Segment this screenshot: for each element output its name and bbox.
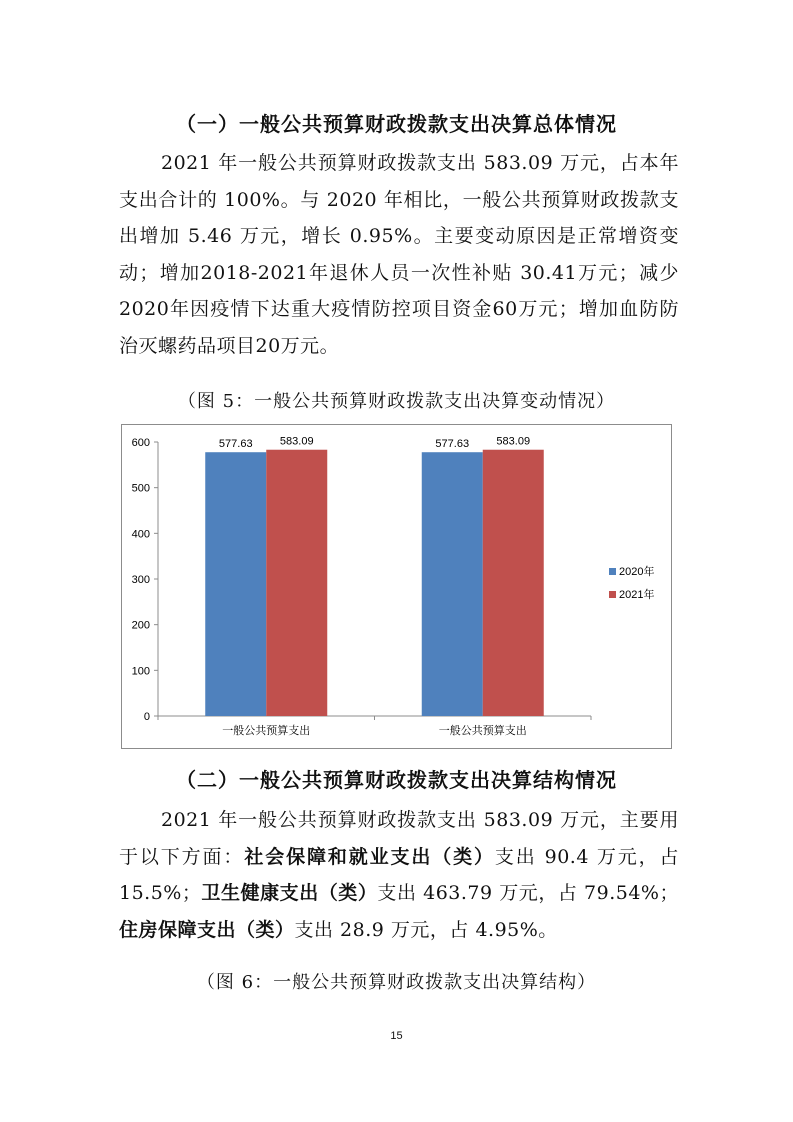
- y-tick-label: 0: [143, 711, 150, 723]
- y-tick-label: 100: [131, 665, 150, 678]
- y-tick-label: 400: [131, 528, 150, 541]
- page-number: 15: [390, 1030, 403, 1042]
- bar: [422, 452, 483, 716]
- bar: [266, 450, 327, 716]
- bar-chart: [121, 424, 672, 749]
- section1-paragraph: 2021 年一般公共预算财政拨款支出 583.09 万元，占本年支出合计的 100%。与 2020 年相比，一般公共预算财政拨款支出增加 5.46 万元，增长 0.95%。主要变动原因是正常增资变动；增加2018-2021年退休人员一次性补贴 30.41万元；减少2020年因疫情下达重大疫情防控项目资金60万元；增加血防防治灭螺药品项目20万元。: [119, 152, 679, 357]
- x-tick-label: 一般公共预算支出: [438, 725, 527, 737]
- data-label: 577.63: [218, 438, 253, 451]
- data-label: 583.09: [496, 435, 531, 448]
- section2-heading: （二）一般公共预算财政拨款支出决算结构情况: [176, 768, 617, 792]
- x-tick-label: 一般公共预算支出: [222, 725, 311, 737]
- figure6-caption: （图 6：一般公共预算财政拨款支出决算结构）: [196, 972, 597, 993]
- bar-chart-svg: [122, 425, 673, 750]
- item3-text: 支出 28.9 万元，占 4.95%。: [294, 918, 558, 941]
- bar: [483, 450, 544, 716]
- y-tick-label: 200: [131, 619, 150, 632]
- item2-label: 卫生健康支出（类）: [201, 882, 378, 904]
- item1-label: 社会保障和就业支出（类）: [244, 845, 495, 868]
- item1-text: 支出 90.4 万元，占 15.5%；: [119, 845, 679, 904]
- y-tick-label: 500: [131, 482, 150, 495]
- legend-label: 2020年: [619, 566, 655, 578]
- legend-label: 2021年: [619, 589, 655, 601]
- item2-text: 支出 463.79 万元，占 79.54%；: [377, 882, 679, 904]
- legend-swatch: [609, 568, 616, 575]
- section2-paragraph: [119, 802, 679, 948]
- figure5-caption: （图 5：一般公共预算财政拨款支出决算变动情况）: [177, 391, 616, 412]
- y-tick-label: 300: [131, 574, 150, 586]
- section2-intro: 2021 年一般公共预算财政拨款支出 583.09 万元，主要用于以下方面：: [119, 809, 679, 868]
- legend-swatch: [609, 591, 616, 598]
- section1-heading: （一）一般公共预算财政拨款支出决算总体情况: [176, 112, 617, 136]
- bar: [205, 452, 266, 716]
- data-label: 577.63: [435, 438, 470, 451]
- item3-label: 住房保障支出（类）: [119, 918, 295, 941]
- data-label: 583.09: [279, 435, 314, 448]
- y-tick-label: 600: [131, 437, 150, 449]
